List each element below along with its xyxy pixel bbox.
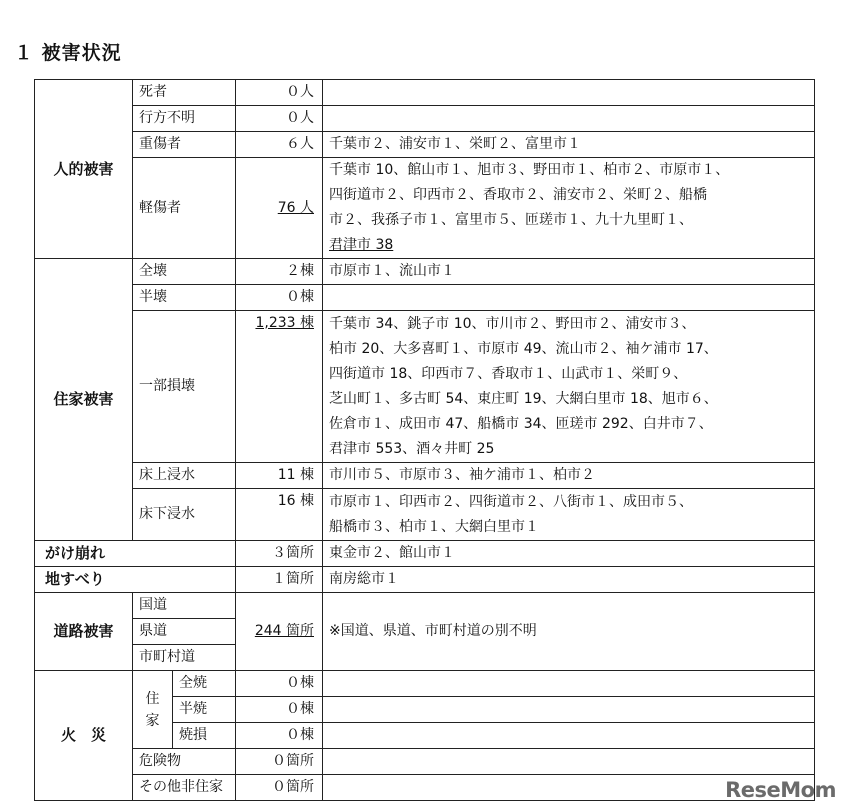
row-count: ０棟 — [236, 697, 323, 723]
row-label: 死者 — [133, 80, 236, 106]
row-detail: 市原市１、流山市１ — [323, 259, 815, 285]
category-housing: 住家被害 — [35, 259, 133, 541]
road-label: 県道 — [133, 619, 236, 645]
road-label: 市町村道 — [133, 645, 236, 671]
row-count: ０人 — [236, 80, 323, 106]
resemom-logo: ReseMom — [725, 778, 836, 802]
row-count: ０人 — [236, 106, 323, 132]
row-count: ０棟 — [236, 671, 323, 697]
row-label: 半焼 — [173, 697, 236, 723]
row-count: 76 人 — [236, 158, 323, 259]
row-detail — [323, 106, 815, 132]
row-count: ０棟 — [236, 723, 323, 749]
row-detail: 千葉市 10、館山市１、旭市３、野田市１、柏市２、市原市１、 四街道市２、印西市２、香取市２、浦安市２、栄町２、船橋 市２、我孫子市１、富里市５、匝瑳市１、九十九里町１、 君津市 38 — [323, 158, 815, 259]
row-count: １箇所 — [236, 567, 323, 593]
road-detail: ※国道、県道、市町村道の別不明 — [323, 593, 815, 671]
row-count: 11 棟 — [236, 463, 323, 489]
row-label: 危険物 — [133, 749, 236, 775]
row-label: 一部損壊 — [133, 311, 236, 463]
page-title: １ 被害状況 — [14, 42, 122, 64]
row-label: 半壊 — [133, 285, 236, 311]
row-label: 軽傷者 — [133, 158, 236, 259]
fire-housing-label: 住 家 — [133, 671, 173, 749]
row-detail — [323, 671, 815, 697]
row-label: 行方不明 — [133, 106, 236, 132]
row-label: その他非住家 — [133, 775, 236, 801]
row-detail — [323, 285, 815, 311]
road-count: 244 箇所 — [236, 593, 323, 671]
category-landslide: がけ崩れ — [35, 541, 236, 567]
row-detail: 市原市１、印西市２、四街道市２、八街市１、成田市５、 船橋市３、柏市１、大網白里市１ — [323, 489, 815, 541]
row-detail: 南房総市１ — [323, 567, 815, 593]
row-detail: 東金市２、館山市１ — [323, 541, 815, 567]
row-count: ０箇所 — [236, 775, 323, 801]
row-count: 1,233 棟 — [236, 311, 323, 463]
row-count: ０箇所 — [236, 749, 323, 775]
category-road: 道路被害 — [35, 593, 133, 671]
damage-table — [34, 79, 815, 801]
row-count: ６人 — [236, 132, 323, 158]
row-label: 焼損 — [173, 723, 236, 749]
row-detail: 千葉市 34、銚子市 10、市川市２、野田市２、浦安市３、 柏市 20、大多喜町１、市原市 49、流山市２、袖ケ浦市 17、 四街道市 18、印西市７、香取市１、山武市１、栄町９、 芝山町１、多古町 54、東庄町 19、大網白里市 18、旭市６、 佐倉市１、成田市 47、船橋市 34、匝瑳市 292、白井市７、 君津市 553、酒々井町 25 — [323, 311, 815, 463]
row-label: 床下浸水 — [133, 489, 236, 541]
row-detail: 市川市５、市原市３、袖ケ浦市１、柏市２ — [323, 463, 815, 489]
road-label: 国道 — [133, 593, 236, 619]
row-label: 全焼 — [173, 671, 236, 697]
row-detail — [323, 749, 815, 775]
row-detail — [323, 80, 815, 106]
row-label: 床上浸水 — [133, 463, 236, 489]
row-detail: 千葉市２、浦安市１、栄町２、富里市１ — [323, 132, 815, 158]
row-count: ２棟 — [236, 259, 323, 285]
row-label: 全壊 — [133, 259, 236, 285]
row-detail — [323, 723, 815, 749]
row-count: 16 棟 — [236, 489, 323, 541]
category-earthslide: 地すべり — [35, 567, 236, 593]
category-human: 人的被害 — [35, 80, 133, 259]
category-fire: 火 災 — [35, 671, 133, 801]
row-detail — [323, 697, 815, 723]
row-count: ０棟 — [236, 285, 323, 311]
row-label: 重傷者 — [133, 132, 236, 158]
row-count: ３箇所 — [236, 541, 323, 567]
